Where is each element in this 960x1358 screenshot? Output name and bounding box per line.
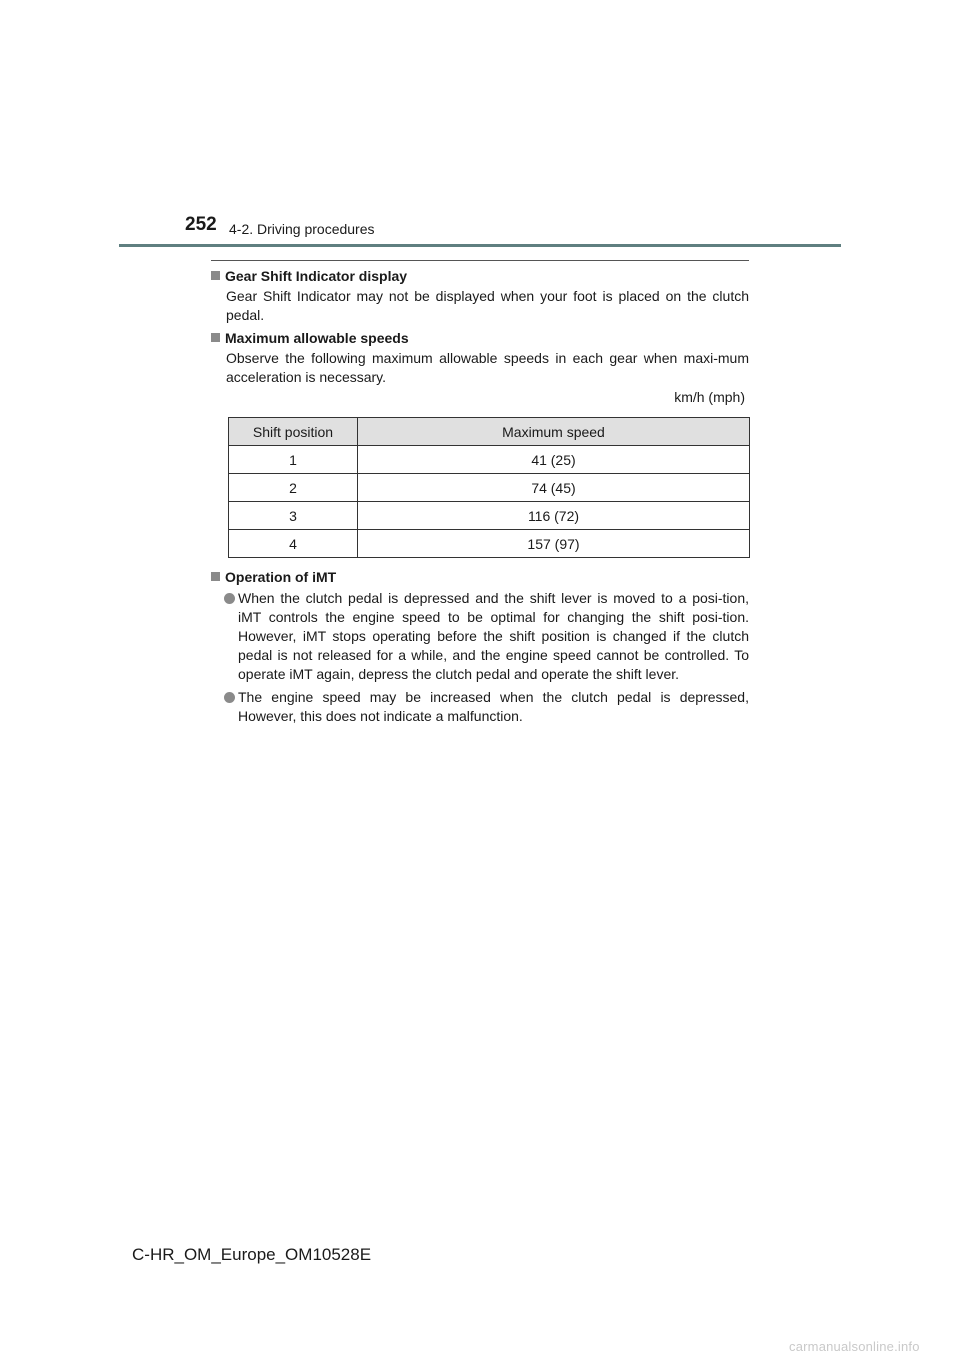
square-bullet-icon xyxy=(211,572,220,581)
table-row xyxy=(229,474,750,502)
section-label: 4-2. Driving procedures xyxy=(229,221,375,237)
gear-shift-section xyxy=(211,266,749,325)
header-rule xyxy=(119,244,841,247)
table-cell: 116 (72) xyxy=(358,502,750,530)
section-paragraph: Gear Shift Indicator may not be displayed when your foot is placed on the clutch pedal. xyxy=(226,288,749,323)
table-cell: 4 xyxy=(229,530,358,558)
column-header: Maximum speed xyxy=(358,418,750,446)
square-bullet-icon xyxy=(211,333,220,342)
column-header: Shift position xyxy=(229,418,358,446)
table-cell: 41 (25) xyxy=(358,446,750,474)
section-heading: Operation of iMT xyxy=(211,567,749,587)
table-header-row xyxy=(229,418,750,446)
round-bullet-icon xyxy=(224,692,235,703)
imt-section xyxy=(211,567,749,726)
table-cell: 74 (45) xyxy=(358,474,750,502)
watermark: carmanualsonline.info xyxy=(789,1339,920,1354)
table-cell: 157 (97) xyxy=(358,530,750,558)
section-heading: Maximum allowable speeds xyxy=(211,328,749,348)
list-item: When the clutch pedal is depressed and the shift lever is moved to a posi-tion, iMT controls the engine speed to be optimal for changing the shift posi-tion. However, iMT stops operating before the shift position is changed if the clutch pedal is not released for a while, and the engine speed cannot be controlled. To operate iMT again, depress the clutch pedal and operate the shift lever. xyxy=(211,589,749,684)
max-speeds-section xyxy=(211,328,749,387)
section-heading: Gear Shift Indicator display xyxy=(211,266,749,286)
table-row xyxy=(229,502,750,530)
document-code: C-HR_OM_Europe_OM10528E xyxy=(132,1245,372,1264)
page-number: 252 xyxy=(185,214,217,235)
table-cell: 3 xyxy=(229,502,358,530)
table-cell: 1 xyxy=(229,446,358,474)
square-bullet-icon xyxy=(211,271,220,280)
table-row xyxy=(229,446,750,474)
max-speed-table xyxy=(228,417,750,558)
unit-label: km/h (mph) xyxy=(674,389,745,405)
content-rule xyxy=(211,260,749,261)
table-cell: 2 xyxy=(229,474,358,502)
table-row xyxy=(229,530,750,558)
section-paragraph: Observe the following maximum allowable speeds in each gear when maxi-mum acceleration is necessary. xyxy=(226,350,749,385)
list-item: The engine speed may be increased when the clutch pedal is depressed, However, this does not indicate a malfunction. xyxy=(211,688,749,726)
round-bullet-icon xyxy=(224,593,235,604)
